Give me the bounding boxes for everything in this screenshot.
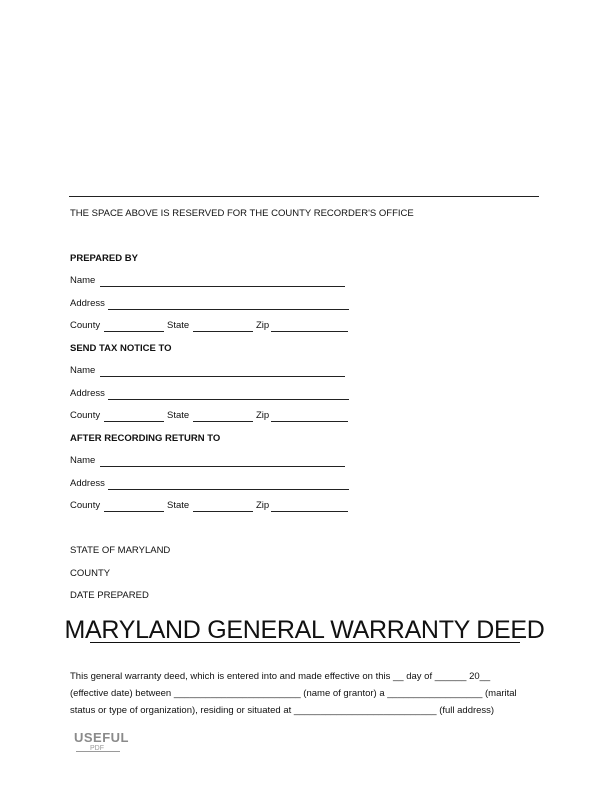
county-label: County [70,320,101,331]
address-field-line[interactable] [108,309,349,310]
usefulpdf-logo [74,730,129,755]
deed-paragraph-line-3: status or type of organization), residing or situated at ___________________________ (full address) [70,705,495,716]
logo-sub: PDF [90,745,104,752]
recorder-space-divider [69,196,539,197]
state-label: State [167,320,190,331]
section-heading-send-tax-notice: SEND TAX NOTICE TO [70,343,172,354]
state-field-line[interactable] [193,421,253,422]
state-label: State [167,410,190,421]
name-field-line[interactable] [100,376,345,377]
name-field-line[interactable] [100,286,345,287]
deed-paragraph-line-1: This general warranty deed, which is entered into and made effective on this __ day of ______ 20__ [70,671,491,682]
state-label: State [167,500,190,511]
county-field-line[interactable] [104,421,164,422]
zip-field-line[interactable] [271,421,348,422]
section-heading-after-recording: AFTER RECORDING RETURN TO [70,433,221,444]
address-field-line[interactable] [108,489,349,490]
name-field-line[interactable] [100,466,345,467]
name-label: Name [70,275,96,286]
zip-label: Zip [256,410,270,421]
deed-paragraph-line-2: (effective date) between ________________________ (name of grantor) a __________________ (marital [70,688,517,699]
zip-field-line[interactable] [271,331,348,332]
address-field-line[interactable] [108,399,349,400]
zip-field-line[interactable] [271,511,348,512]
state-field-line[interactable] [193,511,253,512]
county-label: County [70,410,101,421]
address-label: Address [70,478,105,489]
address-label: Address [70,298,105,309]
county-field-line[interactable] [104,511,164,512]
state-of-maryland: STATE OF MARYLAND [70,545,171,556]
county-label: County [70,500,101,511]
county-field-line[interactable] [104,331,164,332]
title-underline [90,642,520,643]
address-label: Address [70,388,105,399]
reserved-space-notice: THE SPACE ABOVE IS RESERVED FOR THE COUNTY RECORDER'S OFFICE [70,208,414,219]
logo-name: USEFUL [74,730,129,745]
zip-label: Zip [256,320,270,331]
document-title: MARYLAND GENERAL WARRANTY DEED [64,616,545,644]
date-prepared: DATE PREPARED [70,590,149,601]
zip-label: Zip [256,500,270,511]
name-label: Name [70,455,96,466]
county-heading: COUNTY [70,568,111,579]
section-heading-prepared-by: PREPARED BY [70,253,138,264]
state-field-line[interactable] [193,331,253,332]
name-label: Name [70,365,96,376]
